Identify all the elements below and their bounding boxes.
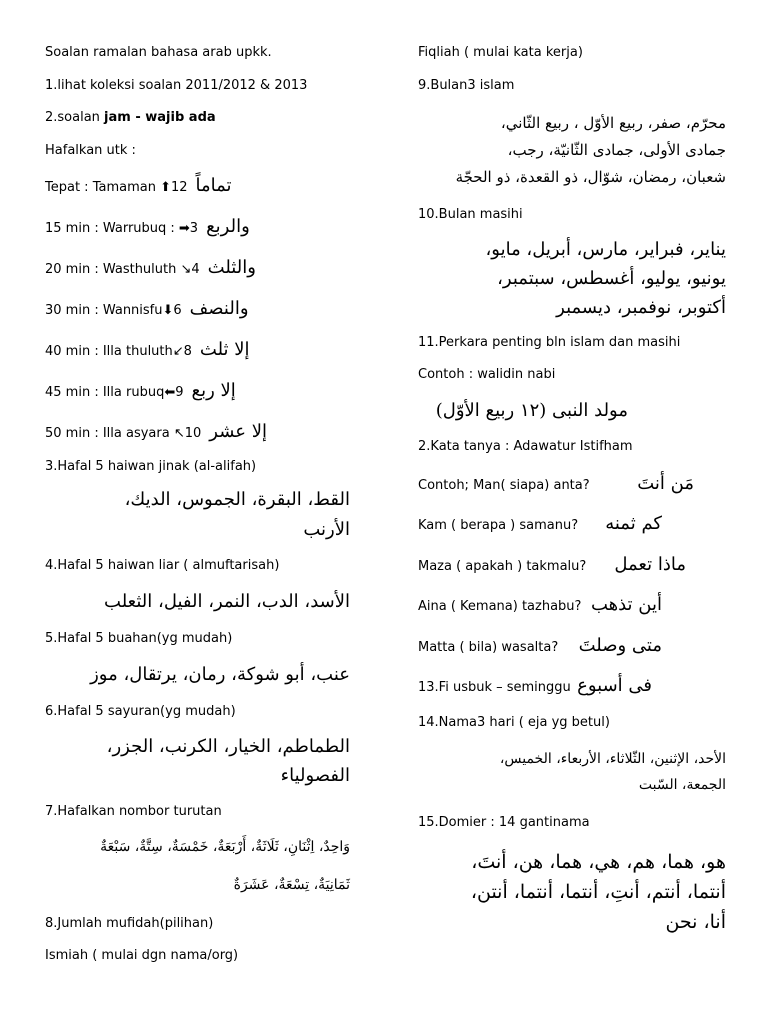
arabic-text: وَاحِدٌ، اِثْنَانِ، ثَلَاثَةٌ، أَرْبَعَةٌ، خَمْسَةٌ، سِتَّةٌ، سَبْعَةٌ [100,839,350,855]
doc-title: Soalan ramalan bahasa arab upkk. [45,45,272,60]
item-11: 11.Perkara penting bln islam dan masihi [418,335,681,350]
hafalkan-heading: Hafalkan utk : [45,143,136,158]
item-15: 15.Domier : 14 gantinama [418,815,590,830]
arabic-text: القط، البقرة، الجموس، الديك، [124,489,350,510]
time-arabic: إلا عشر [209,421,267,442]
item-9: 9.Bulan3 islam [418,78,515,93]
question-arabic: أين تذهب [590,594,662,615]
arabic-text: يونيو، يوليو، أغسطس، سبتمبر، [497,268,726,289]
arabic-text: هو، هما، هم، هي، هما، هن، أنتَ، [471,851,726,873]
time-row [45,176,232,198]
arabic-text: أكتوبر، نوفمبر، ديسمبر [556,297,726,318]
time-row [45,258,256,280]
question-label: Aina ( Kemana) tazhabu? [418,599,582,614]
question-label: Maza ( apakah ) takmalu? [418,559,587,574]
item-2-bold: jam - wajib ada [104,110,216,125]
time-arabic: إلا ربع [191,380,236,401]
item-13: 13.Fi usbuk – seminggu [418,680,571,695]
item-12: 2.Kata tanya : Adawatur Istifham [418,439,633,454]
time-label: Tepat : Tamaman ⬆12 [45,180,188,195]
arabic-text: فى أسبوع [577,675,652,696]
time-label: 45 min : Illa rubuq⬅9 [45,385,184,400]
time-row [45,381,236,403]
arabic-text: جمادى الأولى، جمادى الثّانيّة، رجب، [507,141,726,159]
time-label: 50 min : Illa asyara ↖10 [45,426,202,441]
item-2 [45,110,216,126]
arabic-text: ثَمَانِيَةٌ، تِسْعَةٌ، عَشَرَةٌ [233,877,350,893]
arabic-text: شعبان، رمضان، شوّال، ذو القعدة، ذو الحجّة [455,168,726,186]
time-row [45,217,250,239]
arabic-text: الأرنب [303,519,350,540]
arabic-text: الجمعة، السّبت [638,777,726,793]
time-arabic: والثلث [207,257,256,278]
time-row [45,299,249,321]
fiqliah-text: Fiqliah ( mulai kata kerja) [418,45,583,60]
ismiah-text: Ismiah ( mulai dgn nama/org) [45,948,239,963]
arabic-text: أنتما، أنتم، أنتِ، أنتما، أنتما، أنتن، [470,881,726,903]
item-6: 6.Hafal 5 sayuran(yg mudah) [45,704,236,719]
question-arabic: كم ثمنه [605,513,662,534]
time-row [45,422,267,444]
time-label: 30 min : Wannisfu⬇6 [45,303,182,318]
time-arabic: إلا ثلث [199,339,250,360]
item-2-prefix: 2.soalan [45,110,105,125]
question-arabic: مَن أنتَ [637,473,694,494]
arabic-text: يناير، فبراير، مارس، أبريل، مايو، [485,239,726,260]
question-label: Kam ( berapa ) samanu? [418,518,579,533]
item-7: 7.Hafalkan nombor turutan [45,804,222,819]
time-label: 15 min : Warrubuq : ➡3 [45,221,199,236]
item-1: 1.lihat koleksi soalan 2011/2012 & 2013 [45,78,308,93]
question-label: Contoh; Man( siapa) anta? [418,478,590,493]
question-arabic: ماذا تعمل [614,554,686,575]
time-label: 20 min : Wasthuluth ↘4 [45,262,200,277]
question-label: Matta ( bila) wasalta? [418,640,559,655]
item-8: 8.Jumlah mufidah(pilihan) [45,916,214,931]
item-4: 4.Hafal 5 haiwan liar ( almuftarisah) [45,558,280,573]
item-14: 14.Nama3 hari ( eja yg betul) [418,715,610,730]
time-arabic: تماماً [195,175,232,196]
arabic-text: الفصولياء [280,765,350,786]
arabic-text: الأسد، الدب، النمر، الفيل، الثعلب [104,591,350,612]
arabic-text: أنا، نحن [665,911,726,933]
time-row [45,340,250,362]
arabic-text: الطماطم، الخيار، الكرنب، الجزر، [106,736,350,757]
item-5: 5.Hafal 5 buahan(yg mudah) [45,631,233,646]
time-arabic: والنصف [189,298,249,319]
arabic-text: عنب، أبو شوكة، رمان، يرتقال، موز [90,664,350,685]
time-arabic: والربع [206,216,250,237]
arabic-text: محرّم، صفر، ربيع الأوّل ، ربيع الثّاني، [500,114,726,132]
question-arabic: متى وصلتَ [578,635,662,656]
time-label: 40 min : Illa thuluth↙8 [45,344,192,359]
arabic-text: مولد النبى (١٢ ربيع الأوّل) [435,400,628,421]
item-10: 10.Bulan masihi [418,207,523,222]
arabic-text: الأحد، الإثنين، الثّلاثاء، الأربعاء، الخميس، [499,751,726,767]
contoh-text: Contoh : walidin nabi [418,367,556,382]
item-3: 3.Hafal 5 haiwan jinak (al-alifah) [45,459,257,474]
